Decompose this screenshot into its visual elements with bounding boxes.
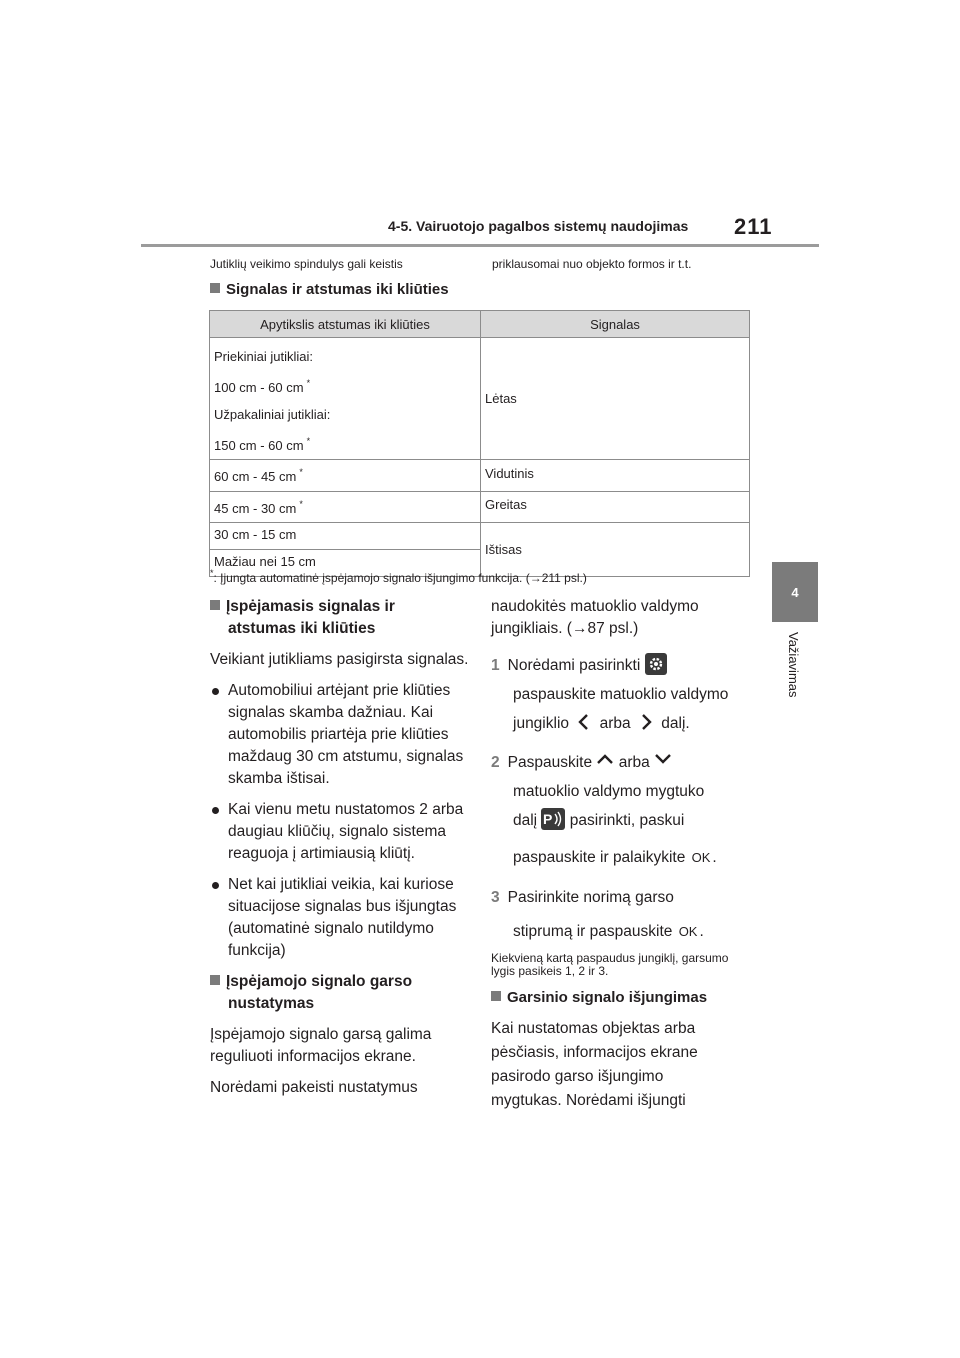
- paragraph: Kai nustatomas objektas arba pėsčiasis, informacijos ekrane pasirodo garso išjungimo mygtukas. Norėdami išjungti: [491, 1020, 698, 1109]
- right-column-p1: naudokitės matuoklio valdymo jungikliais. (→87 psl.): [491, 598, 699, 637]
- table-row: [210, 523, 750, 550]
- heading-marker: [210, 600, 220, 610]
- table-cell-signal: Greitas: [481, 492, 750, 523]
- step-1: 1 Norėdami pasirinkti paspauskite matuoklio valdymo jungiklio arba dalį.: [491, 651, 761, 738]
- svg-text:P: P: [543, 811, 553, 827]
- table-row: [210, 460, 750, 492]
- left-column: [210, 596, 475, 1099]
- list-item: Automobiliui artėjant prie kliūties signalas skamba dažniau. Kai automobilis priartėja prie kliūties maždaug 30 cm atstumu, signalas skamba ištisai.: [210, 680, 475, 790]
- chevron-up-icon: [596, 753, 614, 765]
- list-item: Kai vienu metu nustatomos 2 arba daugiau kliūčių, signalo sistema reaguoja į artimiausią kliūtį.: [210, 799, 475, 865]
- page-number: 211: [734, 214, 773, 239]
- heading-marker: [491, 991, 501, 1001]
- table-row: [210, 338, 750, 460]
- section-heading-warning-signal: Įspėjamasis signalas ir atstumas iki kliūties: [210, 596, 475, 640]
- table-cell-distance: 30 cm - 15 cm: [210, 523, 481, 550]
- table-cell-distance: Mažiau nei 15 cm: [210, 550, 481, 577]
- parking-sensor-icon: [541, 808, 565, 830]
- paragraph: Veikiant jutikliams pasigirsta signalas.: [210, 651, 469, 668]
- step-number: 3: [491, 889, 500, 906]
- heading-marker: [210, 975, 220, 985]
- table-header-distance: Apytikslis atstumas iki kliūties: [210, 311, 481, 338]
- ok-icon: OK: [678, 924, 698, 939]
- signal-distance-table: [209, 310, 750, 577]
- step-3: 3 Pasirinkite norimą garso stiprumą ir paspauskite OK .: [491, 881, 761, 949]
- table-cell-signal: Ištisas: [481, 523, 750, 577]
- step-note: Kiekvieną kartą paspaudus jungiklį, garsumo lygis pasikeis 1, 2 ir 3.: [491, 951, 729, 978]
- chapter-number: 4: [791, 584, 799, 600]
- chevron-down-icon: [654, 753, 672, 765]
- ok-icon: OK: [691, 850, 711, 865]
- chapter-label: Važiavimas: [786, 632, 801, 698]
- settings-icon: [645, 653, 667, 675]
- table-footnote: *: Įjungta automatinė įspėjamojo signalo išjungimo funkcija. (→211 psl.): [210, 568, 587, 585]
- heading-marker: [210, 283, 220, 293]
- header-title: 4-5. Vairuotojo pagalbos sistemų naudojimas: [388, 218, 689, 234]
- table-cell-signal: Vidutinis: [481, 460, 750, 492]
- header-rule: [141, 244, 819, 247]
- chevron-right-icon: [639, 714, 653, 730]
- step-number: 1: [491, 657, 500, 674]
- section-heading-sound-setting: Įspėjamojo signalo garso nustatymas: [210, 971, 475, 1015]
- paragraph: Įspėjamojo signalo garsą galima reguliuoti informacijos ekrane.: [210, 1026, 432, 1065]
- table-cell-distance: 60 cm - 45 cm *: [210, 460, 481, 492]
- table-header-signal: Signalas: [481, 311, 750, 338]
- paragraph: Norėdami pakeisti nustatymus: [210, 1079, 418, 1096]
- chapter-tab: [772, 562, 818, 622]
- table-cell-distance: 45 cm - 30 cm *: [210, 492, 481, 523]
- table-row: [210, 492, 750, 523]
- intro-left: Jutiklių veikimo spindulys gali keistis: [210, 257, 403, 271]
- intro-right: priklausomai nuo objekto formos ir t.t.: [492, 257, 692, 271]
- chevron-left-icon: [577, 714, 591, 730]
- step-number: 2: [491, 754, 500, 771]
- step-2: 2 Paspauskite arba matuoklio valdymo mygtuko dalį P pasirinkti, paskui paspauskite ir palaikykite OK .: [491, 748, 761, 872]
- list-item: Net kai jutikliai veikia, kai kuriose situacijose signalas bus išjungtas (automatinė signalo nutildymo funkcija): [210, 874, 475, 962]
- section-heading-signal-distance: Signalas ir atstumas iki kliūties: [210, 279, 449, 301]
- section-heading-mute: Garsinio signalo išjungimas: [491, 987, 707, 1009]
- table-cell-distance: Priekiniai jutikliai: 100 cm - 60 cm * Užpakaliniai jutikliai: 150 cm - 60 cm *: [210, 338, 481, 460]
- table-cell-signal: Lėtas: [481, 338, 750, 460]
